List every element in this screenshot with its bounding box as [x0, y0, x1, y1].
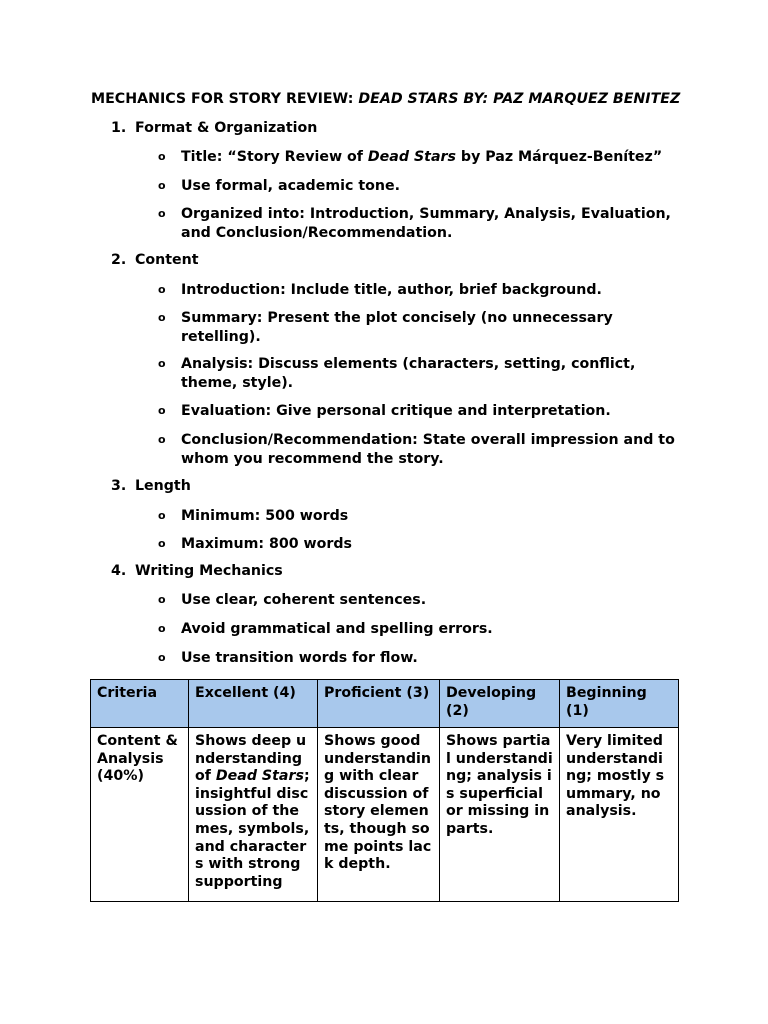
beginning-cell: Very limited understanding; mostly summary, no analysis. [560, 728, 679, 902]
header-cell-developing: Developing (2) [440, 680, 560, 728]
developing-cell: Shows partial understanding; analysis is superficial or missing in parts. [440, 728, 560, 902]
header-cell-proficient: Proficient (3) [318, 680, 440, 728]
list-item: o Avoid grammatical and spelling errors. [158, 621, 493, 637]
proficient-cell: Shows good understanding with clear discussion of story elements, though some points lack depth. [318, 728, 440, 902]
bullet-icon: o [158, 357, 166, 370]
header-cell-criteria: Criteria [91, 680, 189, 728]
title-italic: DEAD STARS BY: PAZ MARQUEZ BENITEZ [358, 91, 681, 107]
list-item: o Conclusion/Recommendation: State overall impression and to whom you recommend the story. [158, 432, 675, 467]
list-item: o Use formal, academic tone. [158, 178, 400, 194]
list-item: o Use clear, coherent sentences. [158, 592, 427, 608]
bullet-icon: o [158, 651, 166, 664]
section-heading-length: 3. Length [111, 478, 191, 494]
bullet-icon: o [158, 283, 166, 296]
list-item: o Evaluation: Give personal critique and interpretation. [158, 403, 611, 419]
bullet-icon: o [158, 207, 166, 220]
bullet-icon: o [158, 593, 166, 606]
section-heading-content: 2. Content [111, 252, 199, 268]
bullet-icon: o [158, 433, 166, 446]
bullet-icon: o [158, 509, 166, 522]
rubric-table [90, 679, 679, 902]
section-heading-writing: 4. Writing Mechanics [111, 563, 283, 579]
table-header-row [91, 680, 679, 728]
section-heading-format: 1. Format & Organization [111, 120, 318, 136]
bullet-icon: o [158, 537, 166, 550]
document-title [91, 91, 680, 107]
title-prefix: MECHANICS FOR STORY REVIEW: [91, 91, 359, 107]
list-item: o Maximum: 800 words [158, 536, 352, 552]
criteria-cell: Content & Analysis (40%) [91, 728, 189, 902]
list-item: o Use transition words for flow. [158, 650, 418, 666]
excellent-cell: Shows deep understanding of Dead Stars; insightful discussion of themes, symbols, and characters with strong supporting [189, 728, 318, 902]
table-row [91, 728, 679, 902]
bullet-icon: o [158, 179, 166, 192]
bullet-icon: o [158, 150, 166, 163]
list-item: o Minimum: 500 words [158, 508, 349, 524]
list-item: o Analysis: Discuss elements (characters, setting, conflict, theme, style). [158, 356, 636, 391]
list-item: o Introduction: Include title, author, brief background. [158, 282, 602, 298]
bullet-icon: o [158, 622, 166, 635]
list-item: o Summary: Present the plot concisely (no unnecessary retelling). [158, 310, 613, 345]
list-item: o Organized into: Introduction, Summary, Analysis, Evaluation, and Conclusion/Recommendation. [158, 206, 671, 241]
header-cell-excellent: Excellent (4) [189, 680, 318, 728]
list-item: o Title: “Story Review of Dead Stars by Paz Márquez-Benítez” [158, 149, 663, 165]
bullet-icon: o [158, 311, 166, 324]
bullet-icon: o [158, 404, 166, 417]
header-cell-beginning: Beginning (1) [560, 680, 679, 728]
